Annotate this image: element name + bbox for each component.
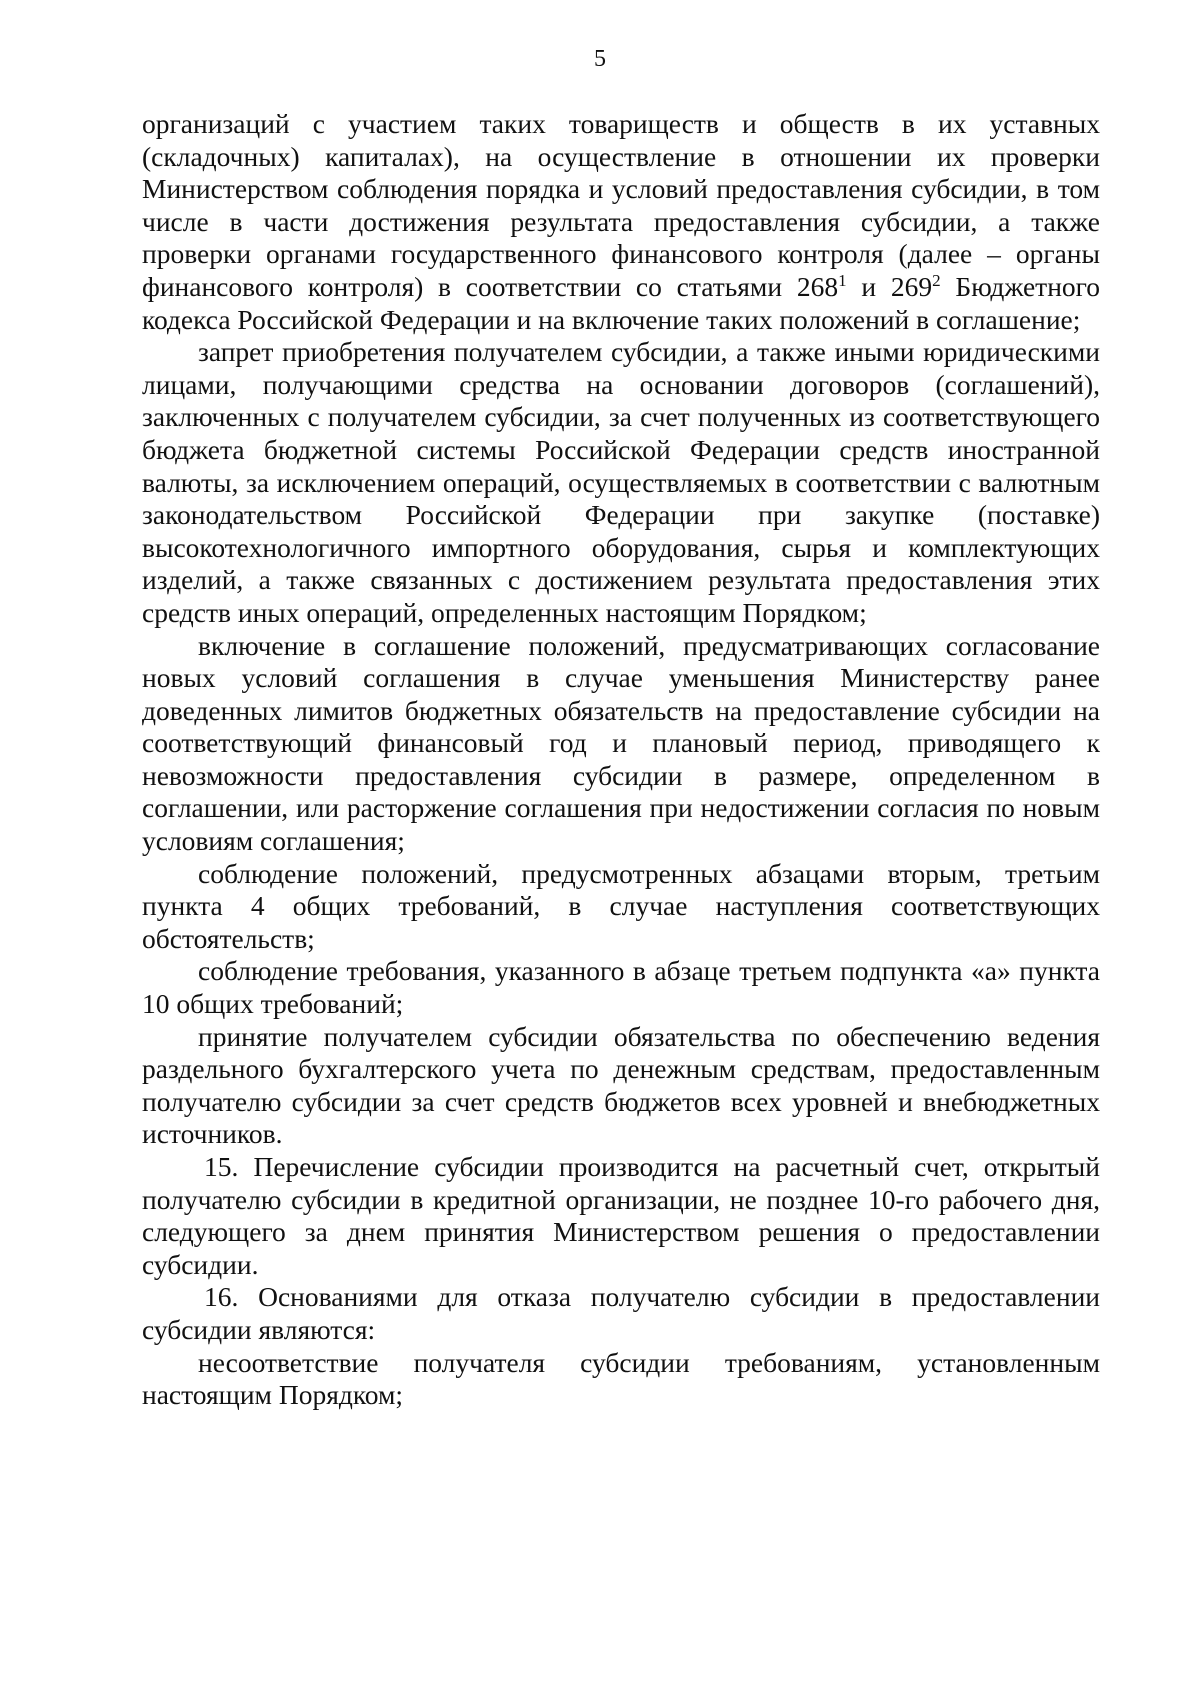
paragraph-text: Бюджетного кодекса Российской Федерации и на включение таких положений в соглашение;: [142, 270, 1101, 335]
paragraph-item-16: 16. Основаниями для отказа получателю субсидии в предоставлении субсидии являются:: [142, 1281, 1100, 1345]
paragraph-text: организаций с участием таких товариществ и обществ в их уставных (складочных) капиталах), на осуществление в отношении их проверки Министерством соблюдения порядка и условий предоставления субсидии, в том числе в части достижения результата предоставления субсидии, а также проверки органами государственного финансового контроля (далее – органы финансового контроля) в соответствии со статьями 268: [142, 108, 1100, 302]
page-number: 5: [594, 46, 606, 72]
paragraph-item-15: 15. Перечисление субсидии производится на расчетный счет, открытый получателю субсидии в кредитной организации, не позднее 10-го рабочего дня, следующего за днем принятия Министерством решения о предоставлении субсидии.: [142, 1151, 1100, 1280]
paragraph-prohibition: запрет приобретения получателем субсидии, а также иными юридическими лицами, получающими средства на основании договоров (соглашений), заключенных с получателем субсидии, за счет полученных из соответствующего бюджета бюджетной системы Российской Федерации средств иностранной валюты, за исключением операций, осуществляемых в соответствии с валютным законодательством Российской Федерации при закупке (поставке) высокотехнологичного импортного оборудования, сырья и комплектующих изделий, а также связанных с достижением результата предоставления этих средств иных операций, определенных настоящим Порядком;: [142, 336, 1100, 628]
document-body: [142, 108, 1100, 1412]
superscript: 2: [932, 270, 941, 290]
paragraph-continuation: [142, 108, 1100, 336]
paragraph-nonconformity: несоответствие получателя субсидии требованиям, установленным настоящим Порядком;: [142, 1346, 1100, 1411]
superscript: 1: [838, 270, 847, 290]
paragraph-separate-accounting: принятие получателем субсидии обязательства по обеспечению ведения раздельного бухгалтерского учета по денежным средствам, предоставленным получателю субсидии за счет средств бюджетов всех уровней и внебюджетных источников.: [142, 1020, 1100, 1150]
paragraph-text: и 269: [846, 270, 933, 302]
paragraph-compliance-requirement: соблюдение требования, указанного в абзаце третьем подпункта «а» пункта 10 общих требований;: [142, 955, 1100, 1020]
paragraph-agreement-terms: включение в соглашение положений, предусматривающих согласование новых условий соглашения в случае уменьшения Министерству ранее доведенных лимитов бюджетных обязательств на предоставление субсидии на соответствующий финансовый год и плановый период, приводящего к невозможности предоставления субсидии в размере, определенном в соглашении, или расторжение соглашения при недостижении согласия по новым условиям соглашения;: [142, 629, 1100, 857]
paragraph-compliance-provisions: соблюдение положений, предусмотренных абзацами вторым, третьим пункта 4 общих требований, в случае наступления соответствующих обстоятельств;: [142, 857, 1100, 954]
